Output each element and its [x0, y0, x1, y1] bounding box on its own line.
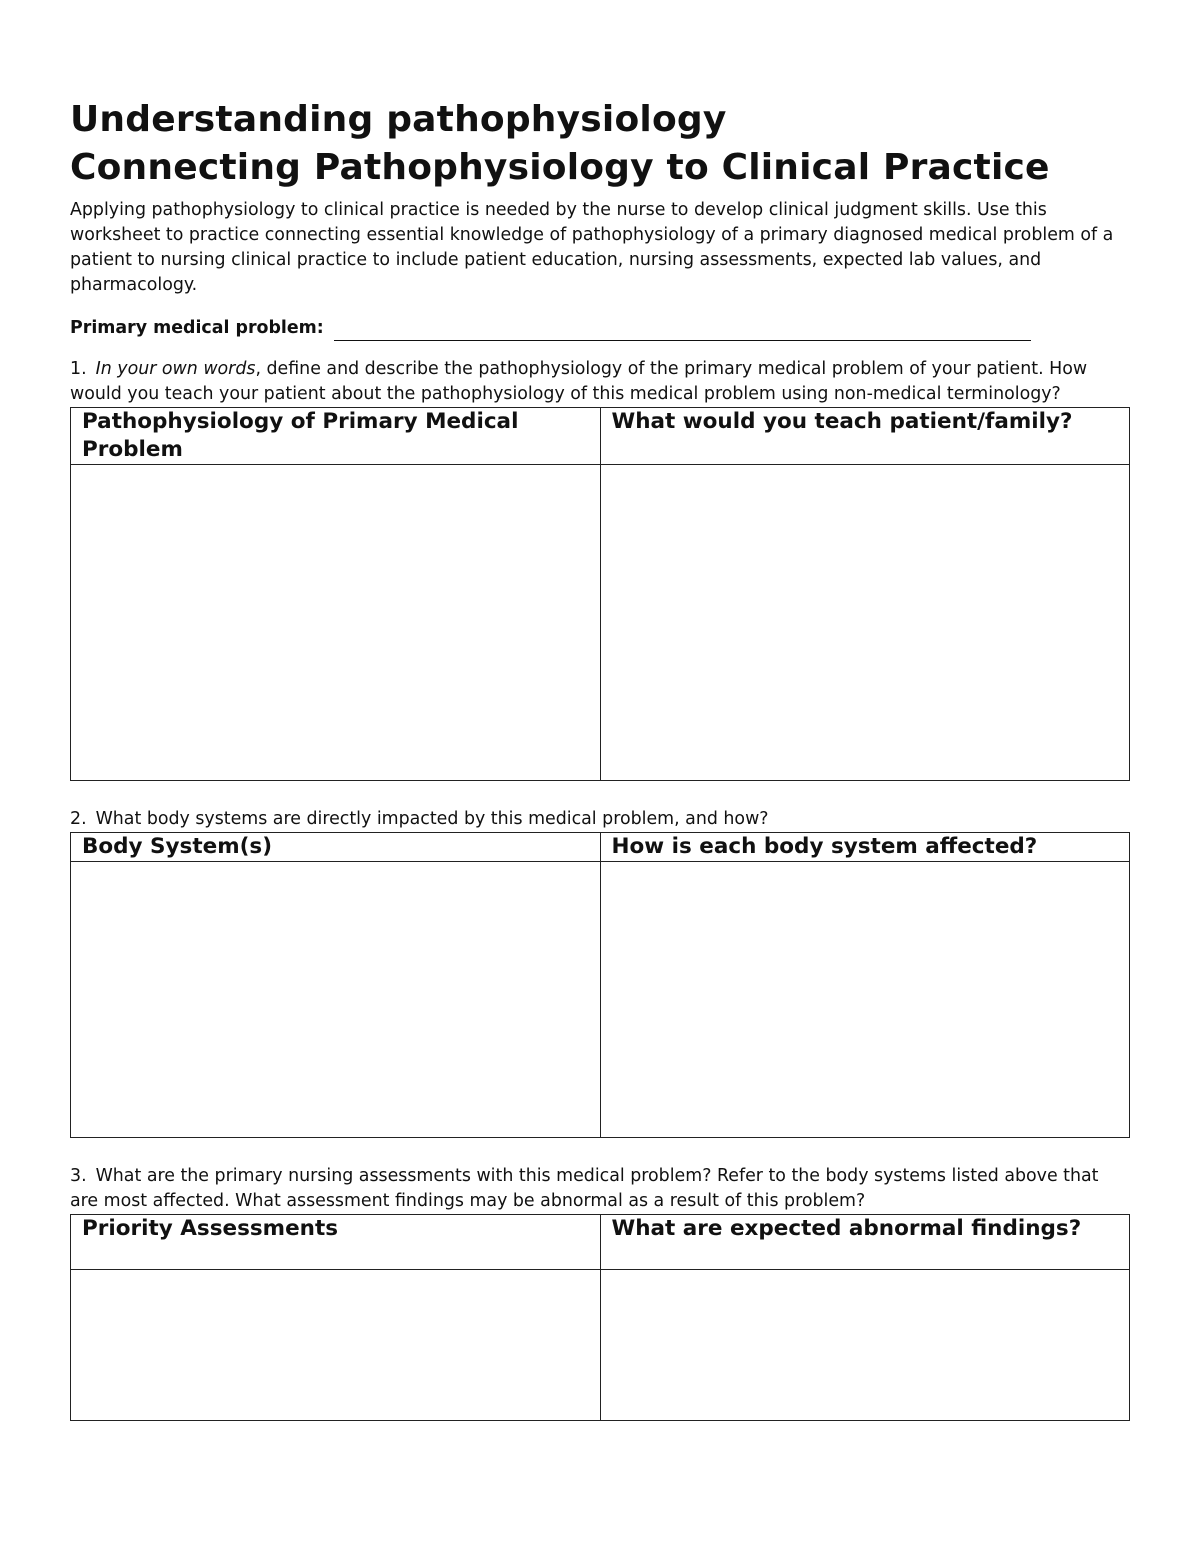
worksheet-page [70, 96, 1130, 1421]
question-3-text: What are the primary nursing assessments with this medical problem? Refer to the body systems listed above that are most affected. What assessment findings may be abnormal as a result of this problem? [70, 1166, 1099, 1211]
question-2 [70, 807, 1130, 832]
priority-assessments-answer-cell[interactable] [71, 1270, 601, 1421]
question-1-emphasis: In your own words [95, 359, 256, 379]
question-2-text: What body systems are directly impacted by this medical problem, and how? [95, 809, 769, 829]
question-3-number: 3. [70, 1166, 87, 1186]
pathophysiology-table [70, 407, 1130, 781]
table-row [71, 862, 1130, 1138]
question-3 [70, 1164, 1130, 1214]
body-systems-table [70, 832, 1130, 1138]
body-systems-answer-cell[interactable] [71, 862, 601, 1138]
pathophysiology-answer-cell[interactable] [71, 465, 601, 781]
title-line-2: Connecting Pathophysiology to Clinical Practice [70, 147, 1050, 188]
primary-problem-row [70, 316, 1130, 341]
pathophysiology-header: Pathophysiology of Primary Medical Problem [71, 408, 601, 465]
question-1-text: , define and describe the pathophysiology of the primary medical problem of your patient. How would you teach your patient about the pathophysiology of this medical problem using non-medical terminology? [70, 359, 1088, 404]
title-line-1: Understanding pathophysiology [70, 99, 727, 140]
page-title [70, 96, 1130, 192]
table-header-row [71, 1215, 1130, 1270]
table-row [71, 465, 1130, 781]
priority-assessments-header: Priority Assessments [71, 1215, 601, 1270]
abnormal-findings-header: What are expected abnormal findings? [600, 1215, 1130, 1270]
table-row [71, 1270, 1130, 1421]
question-1-number: 1. [70, 359, 87, 379]
teach-patient-answer-cell[interactable] [600, 465, 1130, 781]
teach-patient-header: What would you teach patient/family? [600, 408, 1130, 465]
assessments-table [70, 1214, 1130, 1421]
table-header-row [71, 408, 1130, 465]
intro-paragraph: Applying pathophysiology to clinical practice is needed by the nurse to develop clinical judgment skills. Use this worksheet to practice connecting essential knowledge of pathophysiology of a primary diagnosed medical problem of a patient to nursing clinical practice to include patient education, nursing assessments, expected lab values, and pharmacology. [70, 200, 1114, 295]
table-header-row [71, 833, 1130, 862]
system-affected-header: How is each body system affected? [600, 833, 1130, 862]
abnormal-findings-answer-cell[interactable] [600, 1270, 1130, 1421]
system-affected-answer-cell[interactable] [600, 862, 1130, 1138]
body-systems-header: Body System(s) [71, 833, 601, 862]
primary-problem-field[interactable] [334, 318, 1031, 341]
question-1 [70, 357, 1130, 407]
primary-problem-label: Primary medical problem: [70, 318, 324, 338]
question-2-number: 2. [70, 809, 87, 829]
